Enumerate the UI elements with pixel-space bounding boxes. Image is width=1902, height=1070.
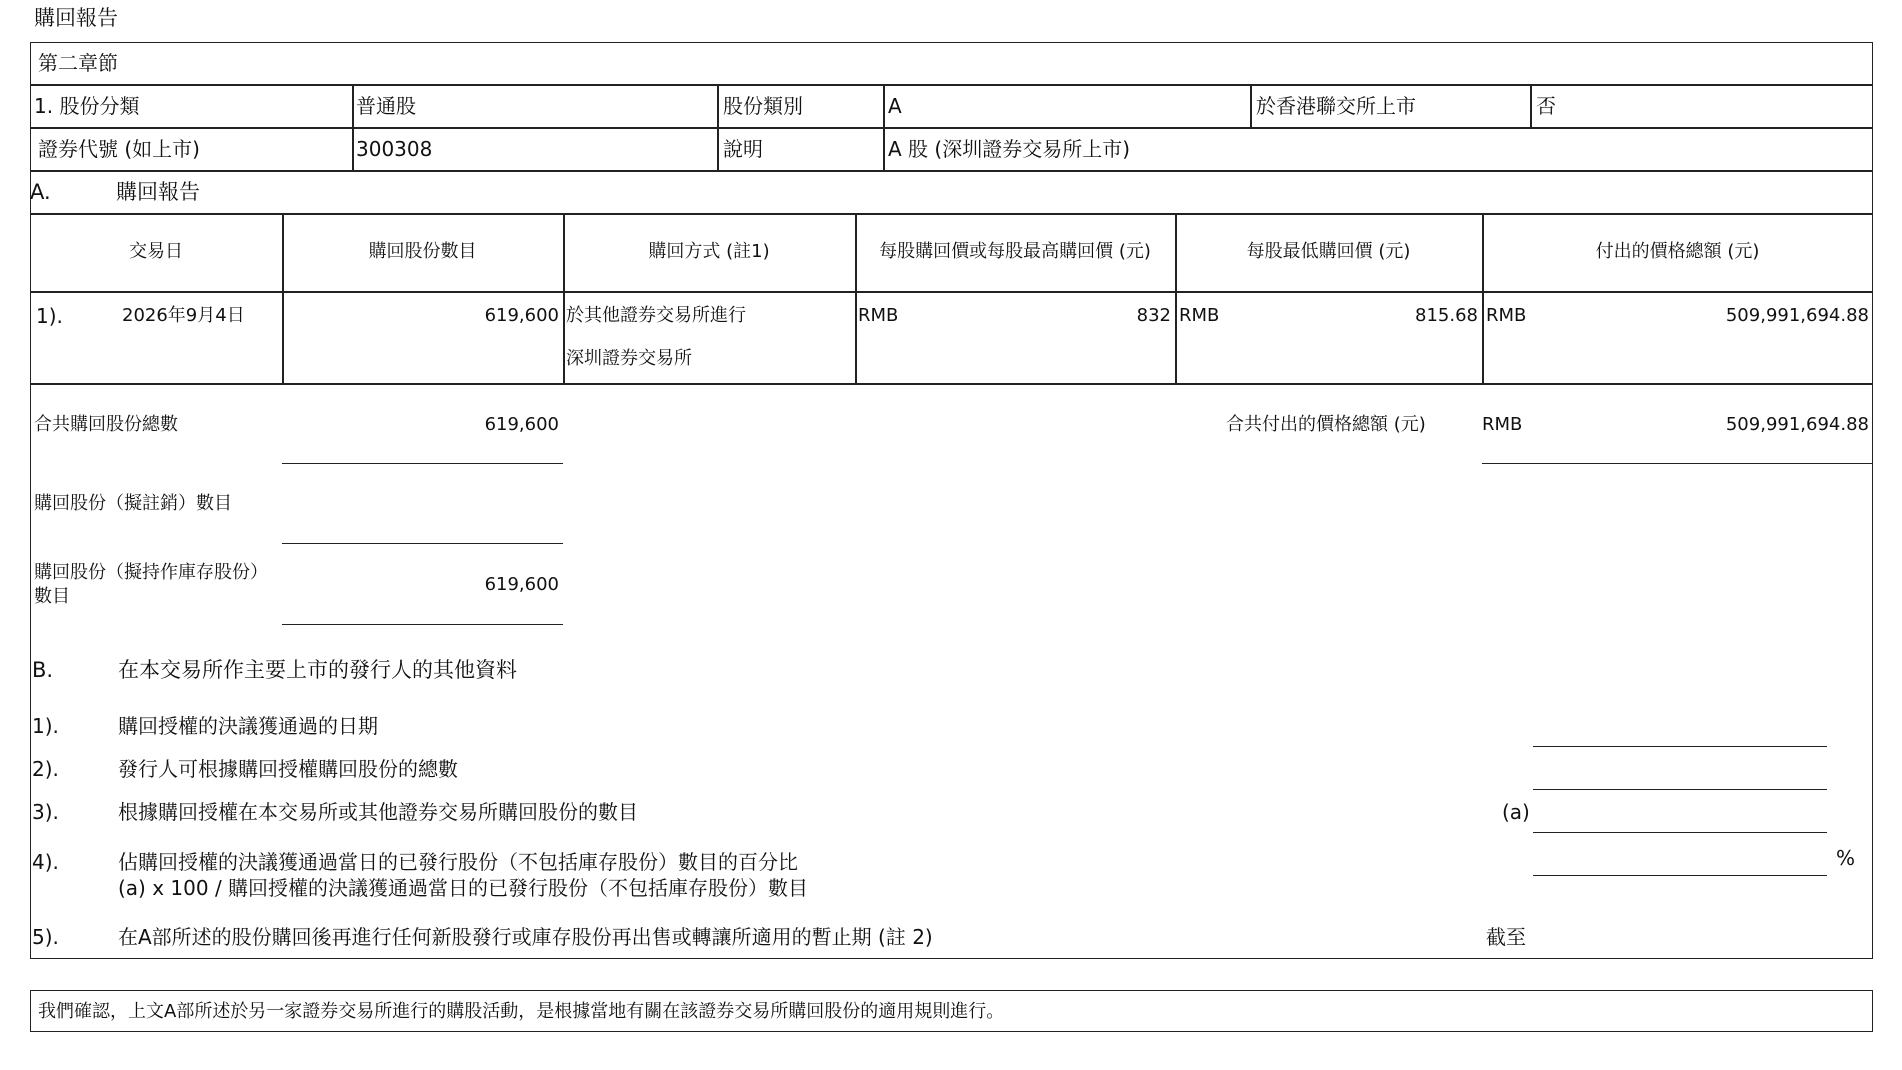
b-item-2-index: 2). [32,757,59,781]
stock-code-label: 證券代號 (如上市) [38,137,200,161]
b-item-3-marker: (a) [1502,800,1530,824]
header-low-price: 每股最低購回價 (元) [1246,241,1411,262]
total-shares-label: 合共購回股份總數 [34,414,178,435]
header-trade-date: 交易日 [129,241,183,262]
divider [1530,84,1532,127]
total-shares-value: 619,600 [484,414,559,435]
row-low-price: 815.68 [1415,305,1478,326]
treasury-shares-value: 619,600 [484,574,559,595]
description-value: A 股 (深圳證券交易所上市) [888,137,1131,161]
b-item-5-text: 在A部所述的股份購回後再進行任何新股發行或庫存股份再出售或轉讓所適用的暫止期 (註 2) [118,925,933,949]
total-price-label: 合共付出的價格總額 (元) [1226,414,1426,435]
divider [30,383,1873,385]
treasury-shares-label-2: 數目 [34,586,70,607]
divider [1482,213,1484,383]
hk-listed-label: 於香港聯交所上市 [1256,94,1416,118]
page-title: 購回報告 [34,6,118,30]
b-item-1-text: 購回授權的決議獲通過的日期 [118,714,378,738]
b-item-3-text: 根據購回授權在本交易所或其他證券交易所購回股份的數目 [118,800,638,824]
divider [563,213,565,383]
divider [352,84,354,170]
b-item-4-formula: (a) x 100 / 購回授權的決議獲通過當日的已發行股份（不包括庫存股份）數目 [118,876,809,900]
row-high-price: 832 [1136,305,1171,326]
share-type-label: 股份類別 [723,94,803,118]
section-b-letter: B. [32,658,54,682]
header-high-price: 每股購回價或每股最高購回價 (元) [879,241,1151,262]
b-item-3-underline [1533,832,1827,833]
header-shares: 購回股份數目 [368,241,477,262]
b-item-1-underline [1533,746,1827,747]
row-high-currency: RMB [858,305,899,326]
confirmation-text: 我們確認，上文A部所述於另一家證券交易所進行的購股活動，是根據當地有關在該證券交易所購回股份的適用規則進行。 [38,1001,1005,1022]
section-b-title: 在本交易所作主要上市的發行人的其他資料 [118,658,517,682]
b-item-5-index: 5). [32,925,59,949]
divider [30,291,1873,293]
row-method-line2: 深圳證券交易所 [566,348,692,369]
divider [855,213,857,383]
chapter-label: 第二章節 [38,51,118,75]
divider [30,127,1873,129]
b-item-4-index: 4). [32,850,59,874]
divider [1250,84,1252,127]
until-label: 截至 [1486,925,1526,949]
divider [1175,213,1177,383]
row-total-price: 509,991,694.88 [1725,305,1869,326]
share-class-value: 普通股 [356,94,416,118]
percent-sign: % [1836,846,1856,870]
divider [883,84,885,170]
row-total-currency: RMB [1486,305,1527,326]
b-item-2-underline [1533,789,1827,790]
b-item-4-text: 佔購回授權的決議獲通過當日的已發行股份（不包括庫存股份）數目的百分比 [118,850,798,874]
row-low-currency: RMB [1179,305,1220,326]
treasury-shares-underline [282,624,563,625]
total-price-underline [1482,463,1873,464]
description-label: 說明 [723,137,763,161]
total-price-value: 509,991,694.88 [1725,414,1869,435]
row-trade-date: 2026年9月4日 [122,305,245,326]
cancel-shares-label: 購回股份（擬註銷）數目 [34,493,232,514]
row-shares: 619,600 [484,305,559,326]
cancel-shares-underline [282,543,563,544]
b-item-4-underline [1533,875,1827,876]
section-a-title: 購回報告 [116,180,200,204]
hk-listed-value: 否 [1536,94,1556,118]
share-type-value: A [888,94,902,118]
total-price-currency: RMB [1482,414,1523,435]
row-index: 1). [36,304,63,328]
header-total-price: 付出的價格總額 (元) [1595,241,1760,262]
divider [717,84,719,170]
b-item-2-text: 發行人可根據購回授權購回股份的總數 [118,757,458,781]
b-item-3-index: 3). [32,800,59,824]
divider [30,213,1873,215]
section-a-letter: A. [30,180,51,204]
b-item-1-index: 1). [32,714,59,738]
divider [282,213,284,383]
divider [30,170,1873,172]
header-method: 購回方式 (註1) [648,241,770,262]
total-shares-underline [282,463,563,464]
treasury-shares-label-1: 購回股份（擬持作庫存股份） [34,562,268,583]
row-method-line1: 於其他證券交易所進行 [566,305,746,326]
divider [30,84,1873,86]
stock-code-value: 300308 [356,137,433,161]
share-class-label: 1. 股份分類 [34,94,140,118]
